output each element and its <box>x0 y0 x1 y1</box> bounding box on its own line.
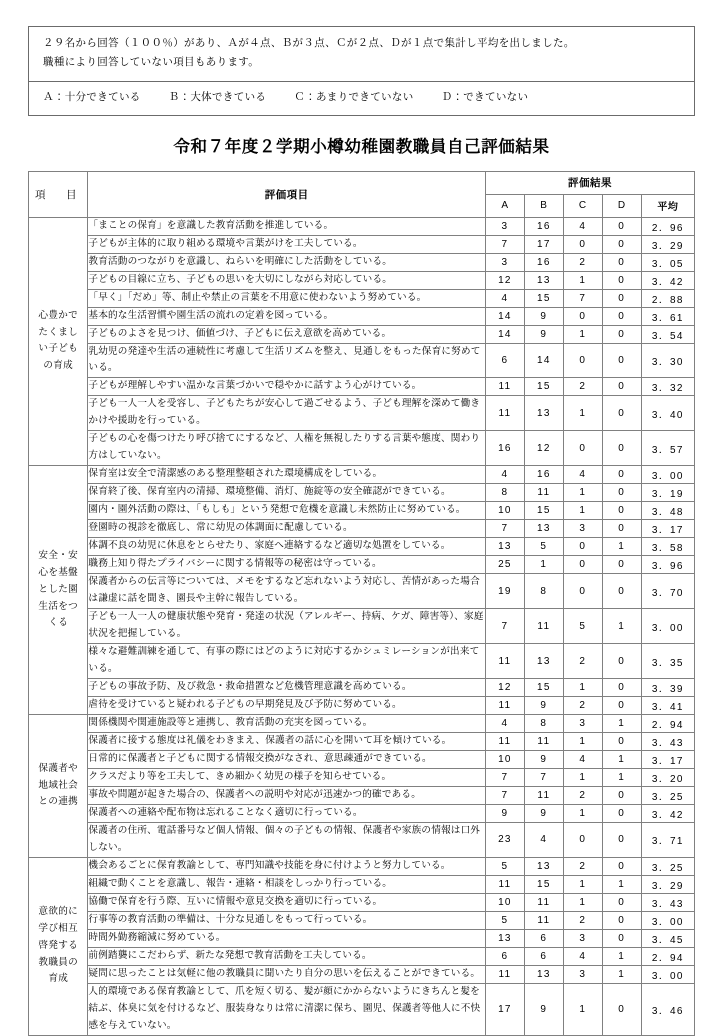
count-c: 0 <box>563 343 602 378</box>
count-c: 0 <box>563 307 602 325</box>
count-b: 11 <box>524 733 563 751</box>
count-c: 0 <box>563 574 602 609</box>
count-a: 14 <box>485 307 524 325</box>
count-c: 0 <box>563 431 602 466</box>
count-a: 11 <box>485 396 524 431</box>
evaluation-item-text: 子ども一人一人の健康状態や発育・発達の状況（アレルギー、持病、ケガ、障害等）、家庭状況を把握している。 <box>88 609 486 644</box>
evaluation-item-text: 行事等の教育活動の準備は、十分な見通しをもって行っている。 <box>88 911 486 929</box>
count-c: 2 <box>563 697 602 715</box>
count-d: 0 <box>602 893 641 911</box>
count-a: 10 <box>485 893 524 911</box>
count-c: 1 <box>563 983 602 1035</box>
table-row <box>29 823 695 858</box>
evaluation-item-text: 協働で保育を行う際、互いに情報や意見交換を適切に行っている。 <box>88 893 486 911</box>
count-a: 4 <box>485 715 524 733</box>
count-b: 11 <box>524 787 563 805</box>
count-a: 17 <box>485 983 524 1035</box>
average-score: 3．29 <box>641 235 694 253</box>
category-cell: 意欲的に 学び相互 啓発する 教職員の 育成 <box>29 857 88 1035</box>
average-score: 3．29 <box>641 875 694 893</box>
table-row <box>29 396 695 431</box>
count-d: 0 <box>602 396 641 431</box>
evaluation-item-text: 保護者からの伝言等については、メモをするなど忘れないよう対応し、苦情があった場合は謙虚に話を聞き、園長や主幹に報告している。 <box>88 574 486 609</box>
category-cell: 安全・安 心を基盤 とした園 生活をつ くる <box>29 466 88 715</box>
count-b: 11 <box>524 893 563 911</box>
evaluation-item-text: 前例踏襲にこだわらず、新たな発想で教育活動を工夫している。 <box>88 947 486 965</box>
col-header-b: B <box>524 194 563 217</box>
count-b: 16 <box>524 253 563 271</box>
evaluation-item-text: 登園時の視診を徹底し、常に幼児の体調面に配慮している。 <box>88 520 486 538</box>
average-score: 3．42 <box>641 271 694 289</box>
count-b: 7 <box>524 769 563 787</box>
count-a: 3 <box>485 253 524 271</box>
average-score: 2．94 <box>641 715 694 733</box>
count-c: 4 <box>563 947 602 965</box>
count-d: 0 <box>602 378 641 396</box>
table-row <box>29 235 695 253</box>
count-a: 23 <box>485 823 524 858</box>
count-a: 25 <box>485 556 524 574</box>
evaluation-item-text: 組織で動くことを意識し、報告・連絡・相談をしっかり行っている。 <box>88 875 486 893</box>
count-c: 2 <box>563 378 602 396</box>
count-c: 0 <box>563 538 602 556</box>
table-row <box>29 787 695 805</box>
table-row <box>29 697 695 715</box>
count-a: 7 <box>485 235 524 253</box>
count-a: 6 <box>485 947 524 965</box>
table-row <box>29 893 695 911</box>
count-c: 1 <box>563 733 602 751</box>
count-c: 1 <box>563 325 602 343</box>
evaluation-item-text: 機会あるごとに保育教諭として、専門知識や技能を身に付けようと努力している。 <box>88 857 486 875</box>
evaluation-item-text: 保護者への連絡や配布物は忘れることなく適切に行っている。 <box>88 805 486 823</box>
evaluation-item-text: 乳幼児の発達や生活の連続性に考慮して生活リズムを整え、見通しをもった保育に努めている。 <box>88 343 486 378</box>
count-d: 0 <box>602 253 641 271</box>
average-score: 3．57 <box>641 431 694 466</box>
count-c: 1 <box>563 805 602 823</box>
table-row <box>29 609 695 644</box>
count-b: 17 <box>524 235 563 253</box>
col-header-category: 項 目 <box>29 171 88 217</box>
table-body <box>29 217 695 1035</box>
rating-legend <box>29 82 694 115</box>
count-d: 0 <box>602 235 641 253</box>
count-b: 8 <box>524 574 563 609</box>
count-d: 0 <box>602 484 641 502</box>
count-b: 9 <box>524 751 563 769</box>
count-a: 13 <box>485 538 524 556</box>
average-score: 3．19 <box>641 484 694 502</box>
average-score: 3．39 <box>641 679 694 697</box>
average-score: 3．61 <box>641 307 694 325</box>
average-score: 3．71 <box>641 823 694 858</box>
evaluation-item-text: 体調不良の幼児に休息をとらせたり、家庭へ連絡するなど適切な処置をしている。 <box>88 538 486 556</box>
evaluation-item-text: 保護者の住所、電話番号など個人情報、個々の子どもの情報、保護者や家族の情報は口外しない。 <box>88 823 486 858</box>
count-c: 4 <box>563 466 602 484</box>
category-cell: 保護者や 地域社会 との連携 <box>29 715 88 858</box>
count-c: 1 <box>563 396 602 431</box>
count-c: 5 <box>563 609 602 644</box>
evaluation-item-text: 様々な避難訓練を通して、有事の際にはどのように対応するかシュミレーションが出来ている。 <box>88 644 486 679</box>
evaluation-item-text: 日常的に保護者と子どもに関する情報交換がなされ、意思疎通ができている。 <box>88 751 486 769</box>
table-row <box>29 965 695 983</box>
average-score: 3．70 <box>641 574 694 609</box>
count-d: 1 <box>602 947 641 965</box>
note-line-1: ２９名から回答（１００％）があり、Ａが４点、Ｂが３点、Ｃが２点、Ｄが１点で集計し平均を出しました。 <box>43 38 575 49</box>
count-c: 0 <box>563 823 602 858</box>
count-a: 5 <box>485 911 524 929</box>
table-row <box>29 983 695 1035</box>
col-header-average: 平均 <box>641 194 694 217</box>
count-d: 0 <box>602 343 641 378</box>
average-score: 3．00 <box>641 466 694 484</box>
count-b: 15 <box>524 875 563 893</box>
count-b: 15 <box>524 289 563 307</box>
table-head <box>29 171 695 217</box>
count-a: 13 <box>485 929 524 947</box>
count-c: 2 <box>563 253 602 271</box>
count-b: 13 <box>524 396 563 431</box>
count-a: 7 <box>485 769 524 787</box>
table-row <box>29 253 695 271</box>
count-a: 11 <box>485 697 524 715</box>
count-d: 0 <box>602 983 641 1035</box>
legend-d: Ｄ：できていない <box>441 91 529 103</box>
table-row <box>29 769 695 787</box>
evaluation-item-text: 「まことの保育」を意識した教育活動を推進している。 <box>88 217 486 235</box>
count-b: 13 <box>524 520 563 538</box>
evaluation-item-text: 職務上知り得たプライバシーに関する情報等の秘密は守っている。 <box>88 556 486 574</box>
col-header-c: C <box>563 194 602 217</box>
count-d: 0 <box>602 307 641 325</box>
count-b: 9 <box>524 325 563 343</box>
average-score: 3．43 <box>641 733 694 751</box>
count-a: 3 <box>485 217 524 235</box>
table-row <box>29 929 695 947</box>
count-d: 0 <box>602 520 641 538</box>
table-row <box>29 484 695 502</box>
count-a: 10 <box>485 502 524 520</box>
note-line-2: 職種により回答していない項目もあります。 <box>43 57 260 69</box>
table-row <box>29 911 695 929</box>
evaluation-item-text: 子ども一人一人を受容し、子どもたちが安心して過ごせるよう、子ども理解を深めて働きかけや援助を行っている。 <box>88 396 486 431</box>
count-d: 0 <box>602 466 641 484</box>
average-score: 3．32 <box>641 378 694 396</box>
count-c: 4 <box>563 751 602 769</box>
count-c: 3 <box>563 965 602 983</box>
table-row <box>29 343 695 378</box>
count-a: 7 <box>485 787 524 805</box>
evaluation-item-text: 子どもが理解しやすい温かな言葉づかいで穏やかに話すよう心がけている。 <box>88 378 486 396</box>
count-b: 13 <box>524 965 563 983</box>
count-c: 4 <box>563 217 602 235</box>
count-c: 3 <box>563 715 602 733</box>
table-row <box>29 644 695 679</box>
table-row <box>29 538 695 556</box>
average-score: 3．30 <box>641 343 694 378</box>
count-a: 9 <box>485 805 524 823</box>
count-b: 16 <box>524 217 563 235</box>
count-d: 0 <box>602 823 641 858</box>
legend-a: Ａ：十分できている <box>43 91 141 103</box>
count-b: 6 <box>524 947 563 965</box>
count-d: 0 <box>602 787 641 805</box>
count-c: 2 <box>563 857 602 875</box>
count-b: 6 <box>524 929 563 947</box>
count-d: 1 <box>602 751 641 769</box>
count-a: 7 <box>485 520 524 538</box>
count-a: 5 <box>485 857 524 875</box>
count-a: 19 <box>485 574 524 609</box>
count-c: 2 <box>563 644 602 679</box>
count-a: 11 <box>485 644 524 679</box>
average-score: 3．48 <box>641 502 694 520</box>
count-a: 11 <box>485 875 524 893</box>
count-b: 15 <box>524 679 563 697</box>
table-row <box>29 556 695 574</box>
col-header-result-group: 評価結果 <box>485 171 694 194</box>
table-row <box>29 289 695 307</box>
table-row <box>29 520 695 538</box>
average-score: 3．40 <box>641 396 694 431</box>
average-score: 3．00 <box>641 911 694 929</box>
count-a: 11 <box>485 965 524 983</box>
count-a: 14 <box>485 325 524 343</box>
average-score: 3．05 <box>641 253 694 271</box>
count-a: 12 <box>485 271 524 289</box>
count-d: 1 <box>602 769 641 787</box>
count-c: 1 <box>563 484 602 502</box>
count-d: 0 <box>602 857 641 875</box>
count-b: 13 <box>524 644 563 679</box>
table-row <box>29 466 695 484</box>
table-row <box>29 679 695 697</box>
table-row <box>29 307 695 325</box>
average-score: 3．00 <box>641 965 694 983</box>
average-score: 2．96 <box>641 217 694 235</box>
count-d: 0 <box>602 929 641 947</box>
evaluation-item-text: 虐待を受けていると疑われる子どもの早期発見及び予防に努めている。 <box>88 697 486 715</box>
count-a: 10 <box>485 751 524 769</box>
count-c: 2 <box>563 787 602 805</box>
count-a: 4 <box>485 289 524 307</box>
count-c: 1 <box>563 893 602 911</box>
table-row <box>29 857 695 875</box>
table-row <box>29 217 695 235</box>
average-score: 3．58 <box>641 538 694 556</box>
legend-c: Ｃ：あまりできていない <box>294 91 414 103</box>
average-score: 3．25 <box>641 787 694 805</box>
count-d: 0 <box>602 679 641 697</box>
table-row <box>29 875 695 893</box>
evaluation-results-table <box>28 171 695 1036</box>
count-b: 9 <box>524 983 563 1035</box>
average-score: 3．25 <box>641 857 694 875</box>
count-a: 16 <box>485 431 524 466</box>
average-score: 3．00 <box>641 609 694 644</box>
count-c: 1 <box>563 679 602 697</box>
count-c: 1 <box>563 271 602 289</box>
count-d: 0 <box>602 289 641 307</box>
count-d: 1 <box>602 538 641 556</box>
count-d: 1 <box>602 965 641 983</box>
evaluation-item-text: 子どもの事故予防、及び救急・救命措置など危機管理意識を高めている。 <box>88 679 486 697</box>
average-score: 3．41 <box>641 697 694 715</box>
col-header-a: A <box>485 194 524 217</box>
table-row <box>29 325 695 343</box>
evaluation-item-text: 保育終了後、保育室内の清掃、環境整備、消灯、施錠等の安全確認ができている。 <box>88 484 486 502</box>
count-d: 0 <box>602 733 641 751</box>
evaluation-item-text: 子どもの目線に立ち、子どもの思いを大切にしながら対応している。 <box>88 271 486 289</box>
count-c: 1 <box>563 875 602 893</box>
count-b: 13 <box>524 271 563 289</box>
count-a: 7 <box>485 609 524 644</box>
table-row <box>29 805 695 823</box>
count-b: 1 <box>524 556 563 574</box>
count-c: 2 <box>563 911 602 929</box>
table-row <box>29 378 695 396</box>
table-row <box>29 574 695 609</box>
evaluation-item-text: 時間外勤務縮減に努めている。 <box>88 929 486 947</box>
table-row <box>29 947 695 965</box>
count-b: 9 <box>524 307 563 325</box>
count-a: 11 <box>485 378 524 396</box>
average-score: 3．45 <box>641 929 694 947</box>
count-b: 16 <box>524 466 563 484</box>
average-score: 3．20 <box>641 769 694 787</box>
count-d: 0 <box>602 217 641 235</box>
evaluation-item-text: 基本的な生活習慣や園生活の流れの定着を図っている。 <box>88 307 486 325</box>
table-row <box>29 271 695 289</box>
count-d: 0 <box>602 805 641 823</box>
evaluation-item-text: 関係機関や関連施設等と連携し、教育活動の充実を図っている。 <box>88 715 486 733</box>
count-d: 0 <box>602 271 641 289</box>
count-b: 13 <box>524 857 563 875</box>
count-d: 0 <box>602 911 641 929</box>
average-score: 3．17 <box>641 751 694 769</box>
summary-note-box <box>28 26 695 116</box>
count-b: 15 <box>524 502 563 520</box>
count-c: 1 <box>563 769 602 787</box>
count-b: 11 <box>524 911 563 929</box>
evaluation-item-text: 子どものよさを見つけ、価値づけ、子どもに伝え意欲を高めている。 <box>88 325 486 343</box>
count-b: 12 <box>524 431 563 466</box>
count-d: 0 <box>602 502 641 520</box>
col-header-d: D <box>602 194 641 217</box>
count-a: 6 <box>485 343 524 378</box>
count-d: 0 <box>602 574 641 609</box>
count-d: 0 <box>602 556 641 574</box>
evaluation-item-text: 教育活動のつながりを意識し、ねらいを明確にした活動をしている。 <box>88 253 486 271</box>
count-c: 0 <box>563 235 602 253</box>
header-row-top <box>29 171 695 194</box>
count-d: 1 <box>602 715 641 733</box>
count-b: 11 <box>524 484 563 502</box>
table-row <box>29 733 695 751</box>
count-d: 0 <box>602 431 641 466</box>
average-score: 3．46 <box>641 983 694 1035</box>
average-score: 2．94 <box>641 947 694 965</box>
count-c: 0 <box>563 556 602 574</box>
average-score: 2．88 <box>641 289 694 307</box>
legend-b: Ｂ：大体できている <box>168 91 267 103</box>
count-c: 3 <box>563 929 602 947</box>
evaluation-item-text: 園内・園外活動の際は、「もしも」という発想で危機を意識し未然防止に努めている。 <box>88 502 486 520</box>
count-b: 15 <box>524 378 563 396</box>
count-b: 9 <box>524 805 563 823</box>
count-b: 4 <box>524 823 563 858</box>
evaluation-item-text: 保育室は安全で清潔感のある整理整頓された環境構成をしている。 <box>88 466 486 484</box>
average-score: 3．54 <box>641 325 694 343</box>
table-row <box>29 431 695 466</box>
count-a: 11 <box>485 733 524 751</box>
count-c: 1 <box>563 502 602 520</box>
count-b: 14 <box>524 343 563 378</box>
evaluation-item-text: 事故や問題が起きた場合の、保護者への説明や対応が迅速かつ的確である。 <box>88 787 486 805</box>
average-score: 3．96 <box>641 556 694 574</box>
average-score: 3．35 <box>641 644 694 679</box>
evaluation-item-text: 子どもの心を傷つけたり呼び捨てにするなど、人権を無視したりする言葉や態度、関わり方はしていない。 <box>88 431 486 466</box>
table-row <box>29 715 695 733</box>
category-cell: 心豊かで たくまし い子ども の育成 <box>29 217 88 466</box>
count-c: 7 <box>563 289 602 307</box>
evaluation-item-text: クラスだより等を工夫して、きめ細かく幼児の様子を知らせている。 <box>88 769 486 787</box>
evaluation-item-text: 「早く」「だめ」等、制止や禁止の言葉を不用意に使わないよう努めている。 <box>88 289 486 307</box>
average-score: 3．42 <box>641 805 694 823</box>
evaluation-item-text: 保護者に接する態度は礼儀をわきまえ、保護者の話に心を開いて耳を傾けている。 <box>88 733 486 751</box>
count-b: 9 <box>524 697 563 715</box>
count-d: 1 <box>602 609 641 644</box>
table-row <box>29 751 695 769</box>
evaluation-item-text: 子どもが主体的に取り組める環境や言葉がけを工夫している。 <box>88 235 486 253</box>
count-a: 12 <box>485 679 524 697</box>
table-row <box>29 502 695 520</box>
average-score: 3．17 <box>641 520 694 538</box>
count-d: 0 <box>602 697 641 715</box>
evaluation-item-text: 人的環境である保育教諭として、爪を短く切る、髪が顔にかからないようにきちんと髪を結ぶ、体臭に気を付けるなど、服装身なりは常に清潔に保ち、園児、保護者等他人に不快感を与えていない。 <box>88 983 486 1035</box>
count-d: 0 <box>602 325 641 343</box>
col-header-item: 評価項目 <box>88 171 486 217</box>
count-d: 1 <box>602 875 641 893</box>
count-b: 5 <box>524 538 563 556</box>
count-b: 11 <box>524 609 563 644</box>
note-description <box>29 27 694 82</box>
count-b: 8 <box>524 715 563 733</box>
count-d: 0 <box>602 644 641 679</box>
average-score: 3．43 <box>641 893 694 911</box>
page-title: 令和７年度２学期小樽幼稚園教職員自己評価結果 <box>173 137 550 156</box>
count-c: 3 <box>563 520 602 538</box>
evaluation-item-text: 疑問に思ったことは気軽に他の教職員に聞いたり自分の思いを伝えることができている。 <box>88 965 486 983</box>
count-a: 4 <box>485 466 524 484</box>
count-a: 8 <box>485 484 524 502</box>
